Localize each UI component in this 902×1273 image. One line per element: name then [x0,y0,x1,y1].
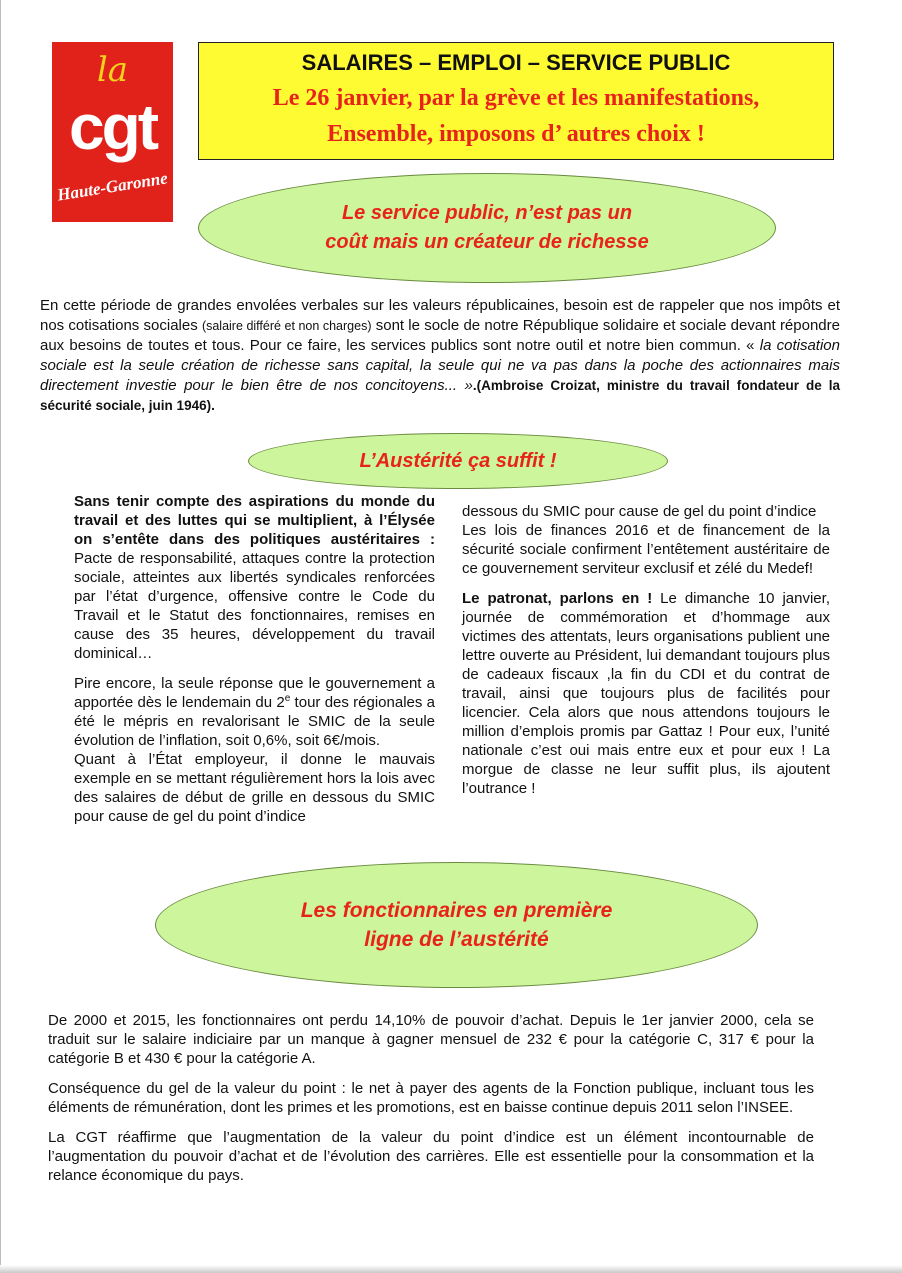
left-paragraph-3: Quant à l’État employeur, il donne le mauvais exemple en se mettant régulièrement hors la lois avec des salaires de début de grille en dessous du SMIC pour cause de gel du point d’indice [74,751,435,825]
section3-title-line-2: ligne de l’austérité [364,928,549,951]
left-p1-text: Pacte de responsabilité, attaques contre la protection sociale, atteintes aux libertés syndicales renforcées par l’état d’urgence, offensive contre le Code du Travail et le Statut des fonctionnaires, remises en cause des 35 heures, développement du travail dominical… [74,550,435,662]
left-p2-text-a: Pire encore, la seule réponse que le gouvernement a apportée dès le lendemain du 2 [74,675,435,711]
right-paragraph-3 [462,589,830,798]
section1-title-line-2: coût mais un créateur de richesse [325,231,649,253]
right-paragraph-1: dessous du SMIC pour cause de gel du point d’indice [462,503,817,520]
column-right [462,502,830,809]
section-title-service-public [198,173,776,283]
left-p2-text-b: tour des régionales a été le mépris en revalorisant le SMIC de la seule évolution de l’inflation, soit 0,6%, soit 6€/mois. [74,694,435,749]
logo-la: la [96,50,129,90]
left-paragraph-1 [74,492,435,663]
right-p3-lede: Le patronat, parlons en ! [462,590,653,607]
page-bottom-edge [0,1265,902,1273]
header-box [198,42,834,160]
headline-line-1: Le 26 janvier, par la grève et les manifestations, [272,85,760,111]
right-paragraph-2: Les lois de finances 2016 et de financement de la sécurité sociale confirment l’entêtement austéritaire de ce gouvernement serviteur exclusif et zélé du Medef! [462,522,830,577]
intro-quote: la cotisation sociale est la seule création de richesse sans capital, la seule qui ne va pas dans la poche des actionnaires mais directement investie pour le bien être de nos concitoyens... » [40,337,840,394]
logo-cgt: cgt [69,91,156,163]
headline-line-2: Ensemble, imposons d’ autres choix ! [327,121,705,147]
left-p2-sup: e [284,693,291,704]
header-headline [199,80,833,152]
intro-text-a: En cette période de grandes envolées verbales sur les valeurs républicaines, besoin est de rappeler que nos impôts et nos cotisations sociales [40,297,840,334]
intro-text-small: (salaire différé et non charges) [201,319,372,333]
column-left [74,492,435,837]
intro-source: .(Ambroise Croizat, ministre du travail fondateur de la sécurité sociale, juin 1946). [40,378,840,413]
intro-text-b: sont le socle de notre République solidaire et sociale devant répondre aux besoins de toutes et tous. Pour ce faire, les services publics sont notre outil et notre bien commun. « [40,317,840,354]
section1-title-line-1: Le service public, n’est pas un [341,202,633,224]
bottom-paragraph-3: La CGT réaffirme que l’augmentation de la valeur du point d’indice est un élément incontournable de l’augmentation du pouvoir d’achat et de l’évolution des carrières. Elle est essentielle pour la consommation et la relance économique du pays. [48,1129,814,1184]
bottom-paragraph-1: De 2000 et 2015, les fonctionnaires ont perdu 14,10% de pouvoir d’achat. Depuis le 1er janvier 2000, cela se traduit sur le salaire indiciaire par un manque à gagner mensuel de 232 € pour la catégorie C, 317 € pour la catégorie B et 430 € pour la catégorie A. [48,1012,814,1067]
page-edge [0,0,1,1273]
left-paragraph-2 [74,674,435,750]
section-title-fonctionnaires [155,862,758,988]
cgt-logo [52,42,173,222]
left-p1-lede: Sans tenir compte des aspirations du monde du travail et des luttes qui se multiplient, à l’Élysée on s’entête dans des politiques austéritaires : [74,493,435,548]
logo-haute-garonne: Haute-Garonne [55,168,169,205]
intro-paragraph [40,296,840,416]
bottom-paragraph-2: Conséquence du gel de la valeur du point : le net à payer des agents de la Fonction publique, incluant tous les éléments de rémunération, dont les primes et les promotions, est en baisse continue depuis 2011 selon l’INSEE. [48,1080,814,1116]
section-title-austerite [248,433,668,489]
section3-title-line-1: Les fonctionnaires en première [300,899,613,922]
section2-title: L’Austérité ça suffit ! [359,449,557,472]
header-kicker: SALAIRES – EMPLOI – SERVICE PUBLIC [301,50,731,75]
bottom-text [48,1011,814,1196]
right-p3-text: Le dimanche 10 janvier, journée de commémoration et d’hommage aux victimes des attentats, leurs organisations publient une lettre ouverte au Président, lui demandant toujours plus de cadeaux fiscaux ,la fin du CDI et du contrat de travail, ainsi que toujours plus de facilités pour licencier. Cela alors que nous attendons toujours le million d’emplois promis par Gattaz ! Pour eux, l’unité nationale c’est oui mais entre eux et pour eux ! La morgue de classe ne leur suffit plus, ils ajoutent l’outrance ! [462,590,830,797]
